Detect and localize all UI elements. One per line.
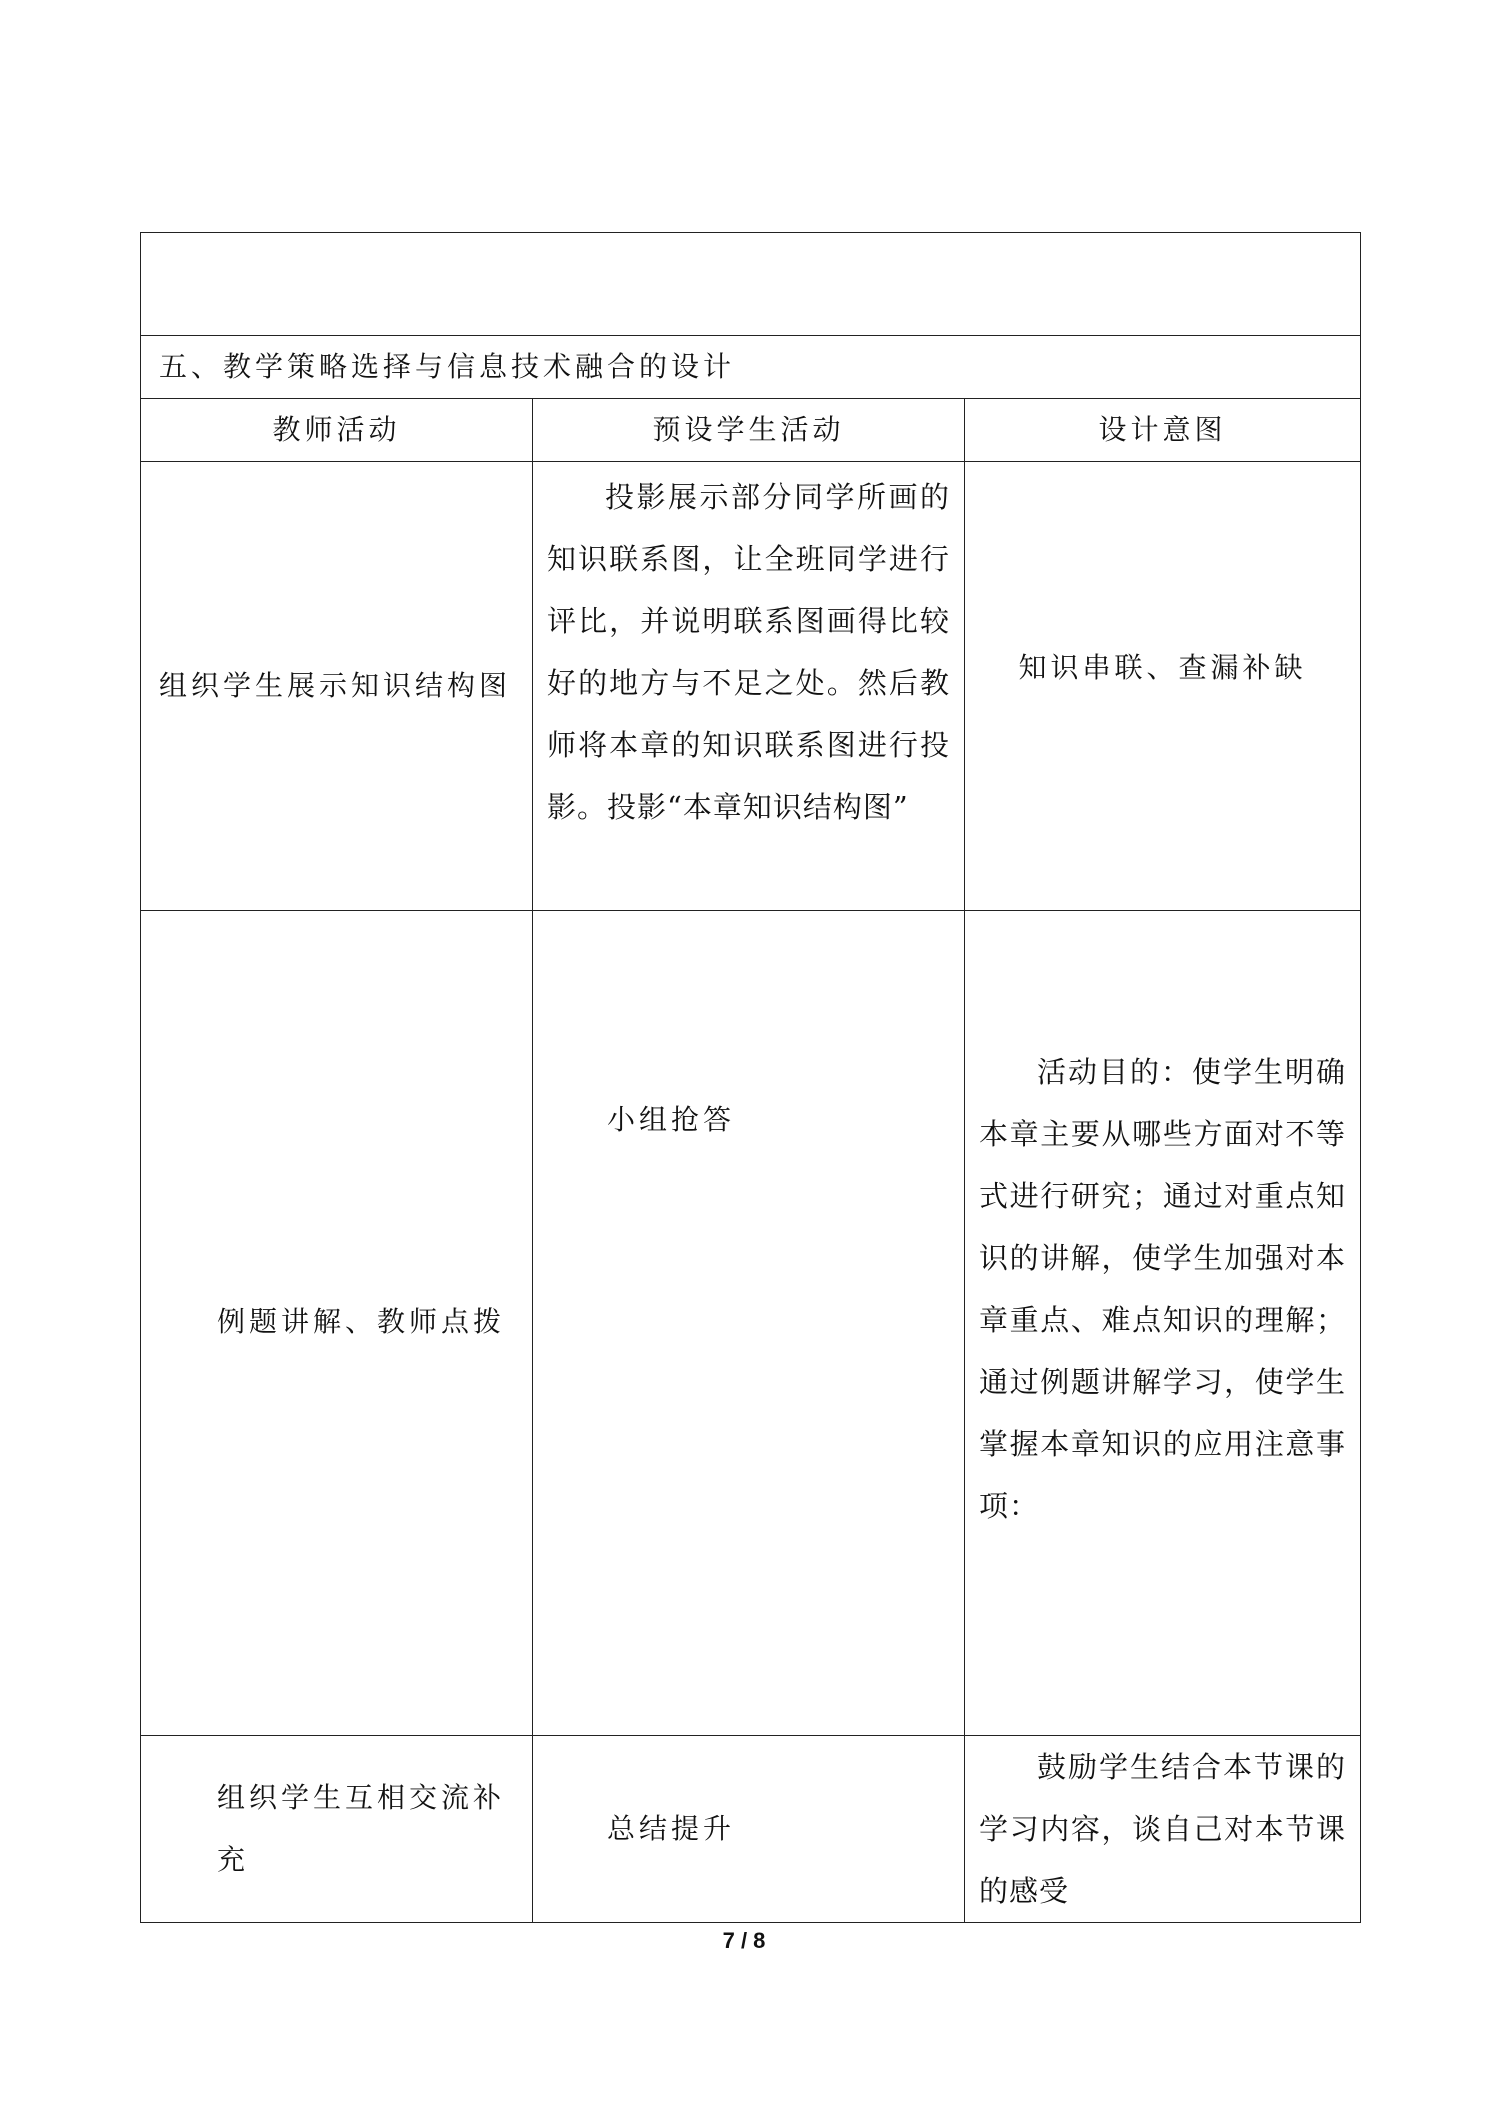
teacher-activity-text: 组织学生展示知识结构图 (159, 669, 512, 702)
design-intent-text: 知识串联、查漏补缺 (1018, 651, 1307, 684)
column-header-teacher: 教师活动 (141, 399, 533, 462)
blank-top-row (141, 233, 1361, 336)
design-intent-text: 鼓励学生结合本节课的学习内容，谈自己对本节课的感受 (979, 1750, 1347, 1908)
lesson-design-table (140, 232, 1361, 1923)
teacher-activity-cell (141, 462, 533, 911)
section-title: 五、教学策略选择与信息技术融合的设计 (141, 336, 1361, 399)
student-activity-text: 小组抢答 (607, 1103, 736, 1136)
section-title-row (141, 336, 1361, 399)
student-activity-cell (533, 462, 965, 911)
column-header-student: 预设学生活动 (533, 399, 965, 462)
page-number: 7 / 8 (722, 1928, 766, 1953)
table-row (141, 1736, 1361, 1923)
design-intent-cell (965, 911, 1361, 1736)
design-intent-cell (965, 462, 1361, 911)
header-row (141, 399, 1361, 462)
student-activity-cell (533, 1736, 965, 1923)
blank-cell (141, 233, 1361, 336)
table-row (141, 462, 1361, 911)
teacher-activity-cell (141, 1736, 533, 1923)
column-header-intent: 设计意图 (965, 399, 1361, 462)
table-row (141, 911, 1361, 1736)
student-activity-cell (533, 911, 965, 1736)
design-intent-cell (965, 1736, 1361, 1923)
student-activity-text: 投影展示部分同学所画的知识联系图，让全班同学进行评比，并说明联系图画得比较好的地方与不足之处。然后教师将本章的知识联系图进行投影。投影“本章知识结构图” (547, 480, 950, 824)
teacher-activity-cell (141, 911, 533, 1736)
teacher-activity-text: 例题讲解、教师点拨 (217, 1305, 506, 1338)
teacher-activity-text: 组织学生互相交流补充 (217, 1781, 506, 1876)
student-activity-text: 总结提升 (607, 1812, 736, 1845)
design-intent-text: 活动目的：使学生明确本章主要从哪些方面对不等式进行研究；通过对重点知识的讲解，使学生加强对本章重点、难点知识的理解；通过例题讲解学习，使学生掌握本章知识的应用注意事项： (979, 1055, 1347, 1523)
